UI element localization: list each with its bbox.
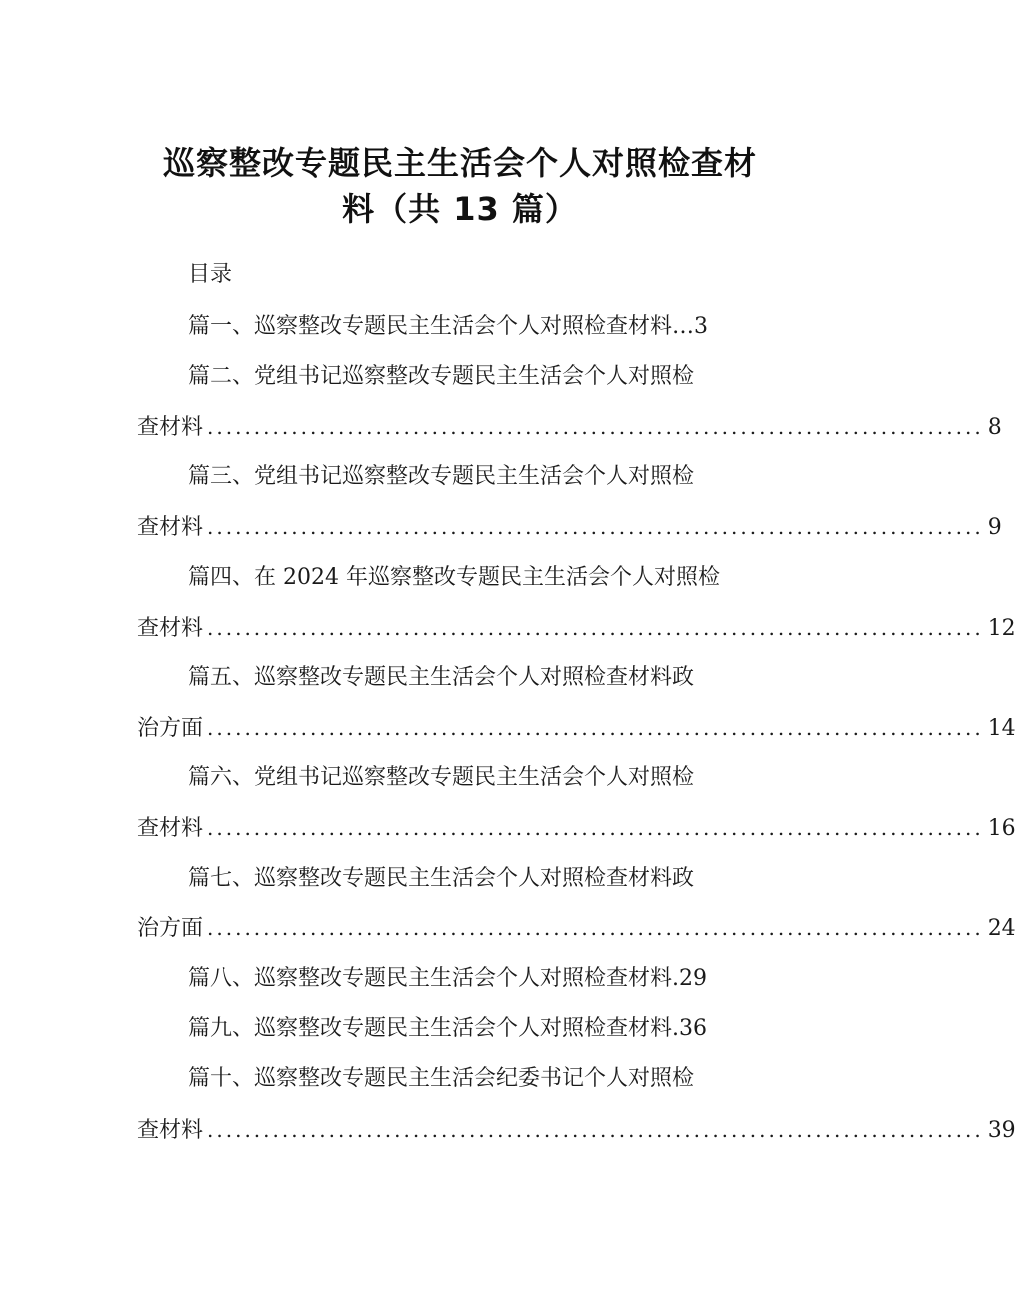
page-number: 14	[987, 716, 1016, 741]
dot-leader: ...................................................................................	[207, 916, 984, 940]
page-number: 12	[987, 616, 1016, 641]
toc-entry-10-cont[interactable]	[137, 1113, 1016, 1148]
toc-entry-4[interactable]: 篇四、在 2024 年巡察整改专题民主生活会个人对照检	[188, 565, 720, 590]
document-title-line-2: 料（共 13 篇）	[342, 190, 578, 228]
dot-leader: ...................................................................................	[207, 616, 984, 640]
toc-entry-5[interactable]: 篇五、巡察整改专题民主生活会个人对照检查材料政	[188, 665, 695, 690]
dot-leader: ...................................................................................	[207, 1118, 984, 1142]
toc-entry-5-cont[interactable]	[137, 711, 1016, 746]
toc-entry-9[interactable]: 篇九、巡察整改专题民主生活会个人对照检查材料.36	[188, 1016, 707, 1041]
toc-entry-text: 治方面	[137, 716, 204, 741]
toc-entry-6[interactable]: 篇六、党组书记巡察整改专题民主生活会个人对照检	[188, 765, 695, 790]
dot-leader: ...................................................................................	[207, 716, 984, 740]
dot-leader: ...................................................................................	[207, 515, 984, 539]
page-number: 16	[987, 816, 1016, 841]
toc-entry-2[interactable]: 篇二、党组书记巡察整改专题民主生活会个人对照检	[188, 364, 695, 389]
toc-entry-text: 治方面	[137, 916, 204, 941]
toc-entry-2-cont[interactable]	[137, 410, 1002, 445]
dot-leader: ...................................................................................	[207, 816, 984, 840]
page-number: 39	[987, 1118, 1016, 1143]
toc-entry-text: 查材料	[137, 616, 204, 641]
toc-entry-text: 查材料	[137, 515, 204, 540]
toc-entry-3-cont[interactable]	[137, 510, 1002, 545]
page-number: 8	[987, 415, 1002, 440]
toc-entry-8[interactable]: 篇八、巡察整改专题民主生活会个人对照检查材料.29	[188, 966, 707, 991]
toc-entry-text: 查材料	[137, 1118, 204, 1143]
toc-entry-text: 查材料	[137, 816, 204, 841]
toc-entry-7-cont[interactable]	[137, 911, 1016, 946]
toc-entry-6-cont[interactable]	[137, 811, 1016, 846]
dot-leader: ...................................................................................	[207, 415, 984, 439]
document-title-line-1: 巡察整改专题民主生活会个人对照检查材	[162, 144, 757, 182]
page-number: 24	[987, 916, 1016, 941]
page-number: 9	[987, 515, 1002, 540]
toc-entry-3[interactable]: 篇三、党组书记巡察整改专题民主生活会个人对照检	[188, 464, 695, 489]
toc-heading: 目录	[188, 262, 233, 287]
toc-entry-10[interactable]: 篇十、巡察整改专题民主生活会纪委书记个人对照检	[188, 1066, 695, 1091]
toc-entry-4-cont[interactable]	[137, 611, 1016, 646]
toc-entry-text: 查材料	[137, 415, 204, 440]
toc-entry-1[interactable]: 篇一、巡察整改专题民主生活会个人对照检查材料…3	[188, 314, 708, 339]
toc-entry-7[interactable]: 篇七、巡察整改专题民主生活会个人对照检查材料政	[188, 866, 695, 891]
